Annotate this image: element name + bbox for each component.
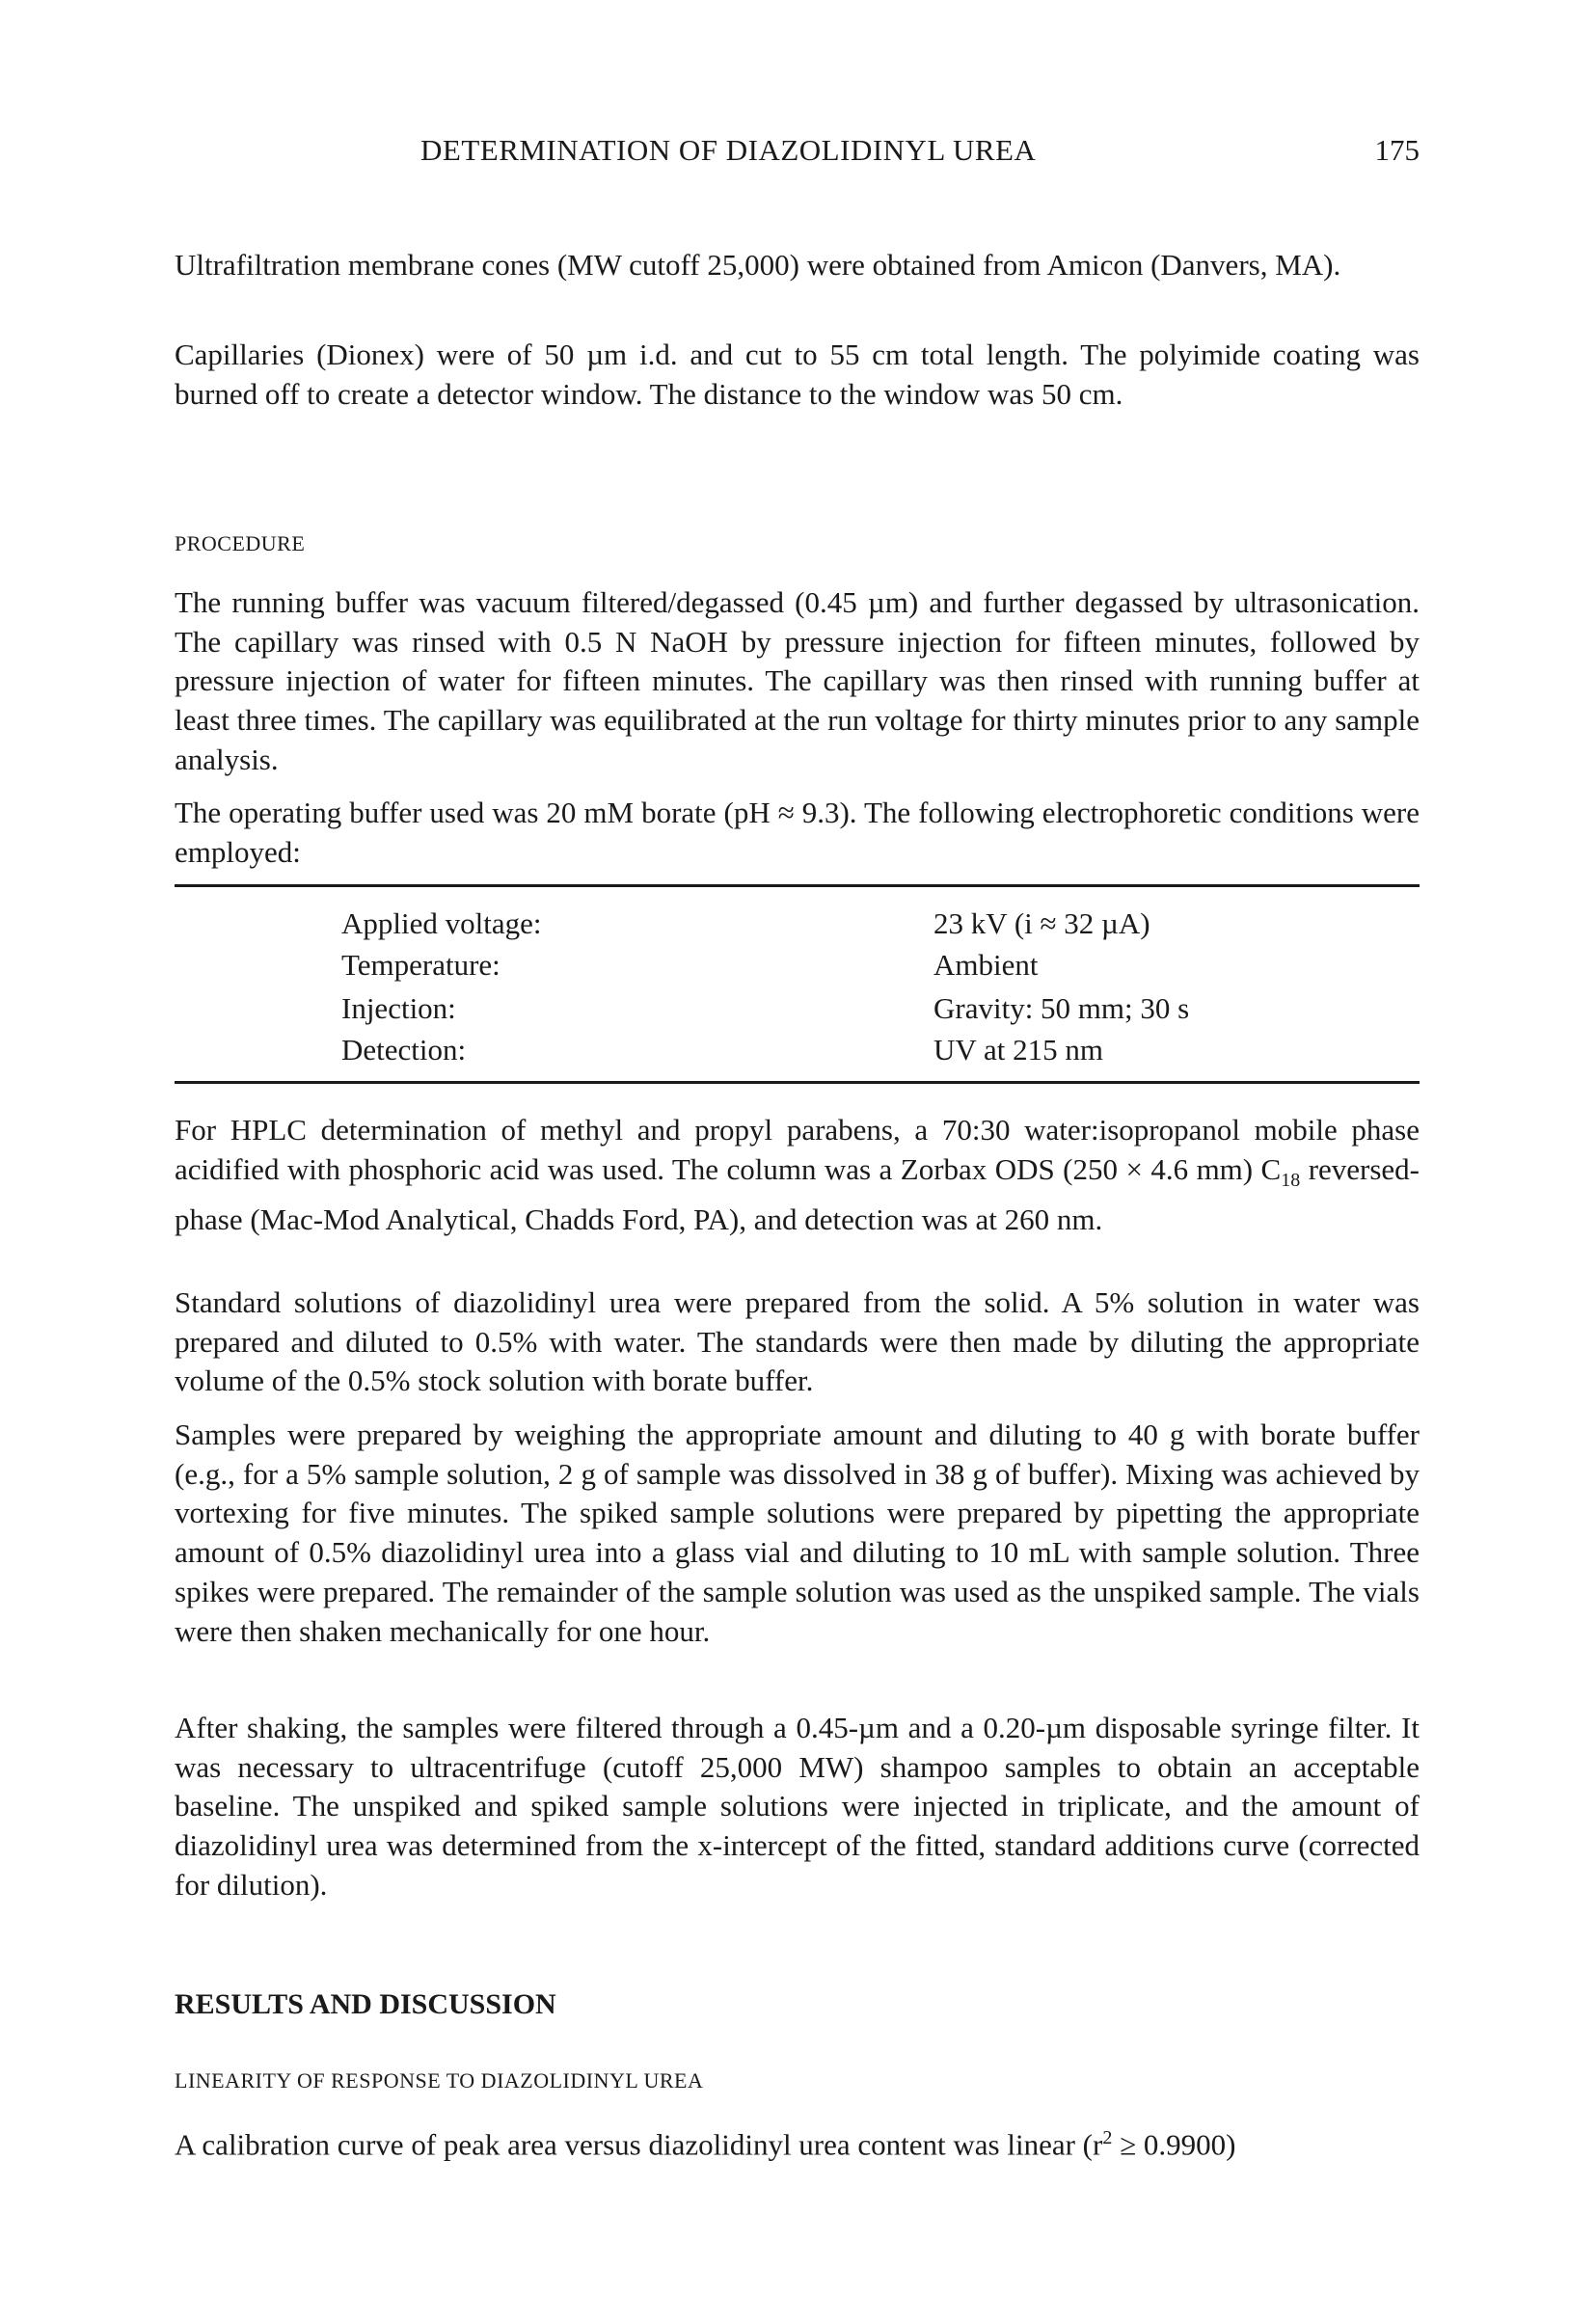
results-heading: RESULTS AND DISCUSSION <box>175 1988 556 2020</box>
text-run: A calibration curve of peak area versus diazolidinyl urea content was linear (r <box>175 2127 1103 2162</box>
paragraph-calibration <box>175 2119 1420 2165</box>
paragraph-running-buffer <box>175 583 1420 780</box>
paragraph-standards <box>175 1283 1420 1401</box>
condition-row <box>341 1033 1306 1067</box>
table-bottom-rule <box>175 1081 1420 1084</box>
condition-value: Gravity: 50 mm; 30 s <box>933 991 1190 1025</box>
condition-row <box>341 991 1306 1026</box>
superscript: 2 <box>1102 2127 1113 2148</box>
paragraph-text: Ultrafiltration membrane cones (MW cutoff 25,000) were obtained from Amicon (Danvers, MA). <box>175 248 1341 282</box>
paragraph-text <box>175 1111 1420 1239</box>
linearity-heading: LINEARITY OF RESPONSE TO DIAZOLIDINYL UREA <box>175 2068 704 2092</box>
paragraph-samples <box>175 1416 1420 1651</box>
condition-row <box>341 906 1306 941</box>
table-top-rule <box>175 884 1420 887</box>
paragraph-capillaries <box>175 336 1420 414</box>
procedure-heading: PROCEDURE <box>175 531 306 555</box>
condition-label: Detection: <box>341 1033 467 1066</box>
condition-label: Temperature: <box>341 948 500 982</box>
condition-label: Applied voltage: <box>341 906 542 940</box>
paragraph-text: Capillaries (Dionex) were of 50 µm i.d. and cut to 55 cm total length. The polyimide coating was burned off to create a detector window. The distance to the window was 50 cm. <box>175 338 1420 411</box>
running-title: DETERMINATION OF DIAZOLIDINYL UREA <box>420 133 1037 167</box>
condition-value: UV at 215 nm <box>933 1033 1103 1066</box>
paragraph-text: After shaking, the samples were filtered through a 0.45-µm and a 0.20-µm disposable syringe filter. It was necessary to ultracentrifuge (cutoff 25,000 MW) shampoo samples to obtain an acceptable baseline. The unspiked and spiked sample solutions were injected in triplicate, and the amount of diazolidinyl urea was determined from the x-intercept of the fitted, standard additions curve (corrected for dilution). <box>175 1711 1420 1902</box>
paragraph-after-shaking <box>175 1709 1420 1905</box>
paragraph-text: Standard solutions of diazolidinyl urea were prepared from the solid. A 5% solution in water was prepared and diluted to 0.5% with water. The standards were then made by diluting the appropriate volume of the 0.5% stock solution with borate buffer. <box>175 1285 1420 1398</box>
condition-row <box>341 948 1306 983</box>
paragraph-text: The operating buffer used was 20 mM borate (pH ≈ 9.3). The following electrophoretic conditions were employed: <box>175 796 1420 869</box>
paragraph-hplc <box>175 1111 1420 1239</box>
text-run: ≥ 0.9900) <box>1112 2127 1236 2162</box>
paragraph-text: The running buffer was vacuum filtered/degassed (0.45 µm) and further degassed by ultrasonication. The capillary was rinsed with 0.5 N NaOH by pressure injection for fifteen minutes, followed by pressure injection of water for fifteen minutes. The capillary was then rinsed with running buffer at least three times. The capillary was equilibrated at the run voltage for thirty minutes prior to any sample analysis. <box>175 585 1420 776</box>
paragraph-ultrafiltration <box>175 246 1420 285</box>
subscript: 18 <box>1281 1169 1301 1191</box>
condition-label: Injection: <box>341 991 456 1025</box>
condition-value: Ambient <box>933 948 1039 982</box>
text-run: reversed-phase (Mac-Mod Analytical, Chadds Ford, PA), and detection was at 260 nm. <box>175 1151 1420 1236</box>
paragraph-operating-buffer <box>175 794 1420 872</box>
condition-value: 23 kV (i ≈ 32 µA) <box>933 906 1150 940</box>
page-number: 175 <box>1374 133 1420 167</box>
paragraph-text: Samples were prepared by weighing the appropriate amount and diluting to 40 g with borate buffer (e.g., for a 5% sample solution, 2 g of sample was dissolved in 38 g of buffer). Mixing was achieved by vortexing for five minutes. The spiked sample solutions were prepared by pipetting the appropriate amount of 0.5% diazolidinyl urea into a glass vial and diluting to 10 mL with sample solution. Three spikes were prepared. The remainder of the sample solution was used as the unspiked sample. The vials were then shaken mechanically for one hour. <box>175 1418 1420 1648</box>
paragraph-text <box>175 2119 1420 2165</box>
text-run: For HPLC determination of methyl and propyl parabens, a 70:30 water:isopropanol mobile phase acidified with phosphoric acid was used. The column was a Zorbax ODS (250 × 4.6 mm) C <box>175 1113 1420 1186</box>
